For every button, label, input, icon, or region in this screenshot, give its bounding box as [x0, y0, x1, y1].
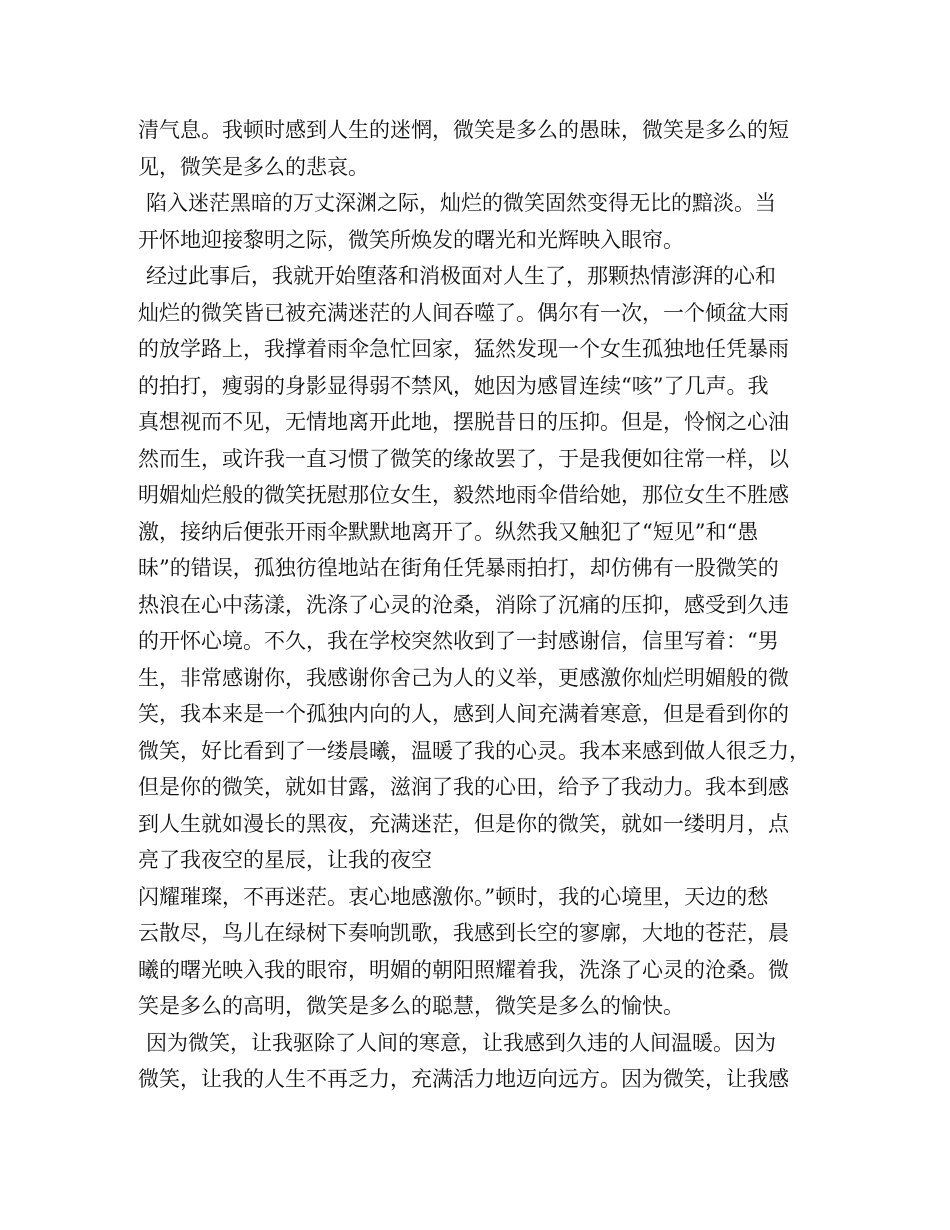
text-line: 亮了我夜空的星辰，让我的夜空: [138, 848, 432, 872]
text-line: 清气息。我顿时感到人生的迷惘，微笑是多么的愚昧，微笑是多么的短: [138, 118, 789, 142]
text-line: 昧”的错误，孤独彷徨地站在街角任凭暴雨拍打，却仿佛有一股微笑的: [138, 556, 779, 580]
text-line: 热浪在心中荡漾，洗涤了心灵的沧桑，消除了沉痛的压抑，感受到久违: [138, 592, 789, 617]
text-line: 笑是多么的高明，微笑是多么的聪慧，微笑是多么的愉快。: [138, 994, 684, 1018]
text-line: 微笑，好比看到了一缕晨曦，温暖了我的心灵。我本来感到做人很乏力，: [138, 738, 810, 763]
paragraph-start-line: 因为微笑，让我驱除了人间的寒意，让我感到久违的人间温暖。因为: [146, 1030, 776, 1055]
paragraph-start-line: 经过此事后，我就开始堕落和消极面对人生了，那颗热情澎湃的心和: [146, 264, 776, 288]
paragraph-start-line: 陷入迷茫黑暗的万丈深渊之际，灿烂的微笑固然变得无比的黯淡。当: [146, 191, 776, 215]
text-line: 灿烂的微笑皆已被充满迷茫的人间吞噬了。偶尔有一次，一个倾盆大雨: [138, 300, 789, 325]
text-line: 生，非常感谢你，我感谢你舍己为人的义举，更感激你灿烂明媚般的微: [138, 665, 789, 690]
text-line: 微笑，让我的人生不再乏力，充满活力地迈向远方。因为微笑，让我感: [138, 1067, 789, 1091]
text-line: 真想视而不见，无情地离开此地，摆脱昔日的压抑。但是，怜悯之心油: [138, 410, 789, 434]
text-line: 云散尽，鸟儿在绿树下奏响凯歌，我感到长空的寥廓，大地的苍茫，晨: [138, 921, 789, 945]
text-line: 到人生就如漫长的黑夜，充满迷茫，但是你的微笑，就如一缕明月，点: [138, 811, 789, 836]
text-line: 然而生，或许我一直习惯了微笑的缘故罢了，于是我便如往常一样，以: [138, 446, 789, 471]
text-line: 开怀地迎接黎明之际，微笑所焕发的曙光和光辉映入眼帘。: [138, 227, 684, 252]
text-line: 曦的曙光映入我的眼帘，明媚的朝阳照耀着我，洗涤了心灵的沧桑。微: [138, 957, 789, 982]
text-line: 的拍打，瘦弱的身影显得弱不禁风，她因为感冒连续“咳”了几声。我: [138, 373, 769, 398]
text-line: 见，微笑是多么的悲哀。: [138, 154, 369, 179]
text-line: 闪耀璀璨，不再迷茫。衷心地感激你。”顿时，我的心境里，天边的愁: [138, 884, 769, 909]
text-line: 笑，我本来是一个孤独内向的人，感到人间充满着寒意，但是看到你的: [138, 702, 789, 726]
body-text: [138, 112, 828, 1098]
text-line: 明媚灿烂般的微笑抚慰那位女生，毅然地雨伞借给她，那位女生不胜感: [138, 483, 789, 507]
text-line: 但是你的微笑，就如甘露，滋润了我的心田，给予了我动力。我本到感: [138, 775, 789, 799]
text-line: 的开怀心境。不久，我在学校突然收到了一封感谢信，信里写着：“男: [138, 629, 779, 653]
text-line: 激，接纳后便张开雨伞默默地离开了。纵然我又触犯了“短见”和“愚: [138, 519, 759, 544]
text-line: 的放学路上，我撑着雨伞急忙回家，猛然发现一个女生孤独地任凭暴雨: [138, 337, 789, 361]
